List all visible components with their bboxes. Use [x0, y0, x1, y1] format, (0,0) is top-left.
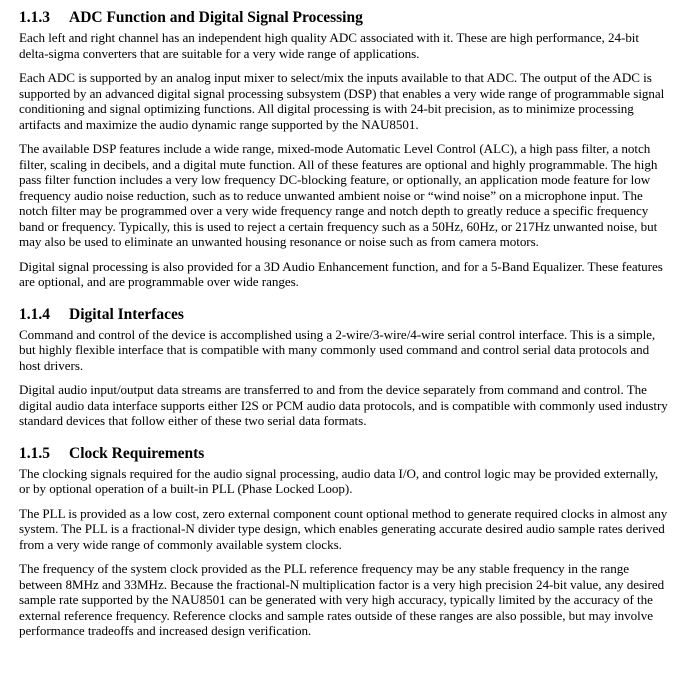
- section-heading: [19, 444, 669, 464]
- paragraph: The available DSP features include a wide range, mixed-mode Automatic Level Control (ALC), a high pass filter, a notch filter, scaling in decibels, and a digital mute function. All of these features are optional and highly programmable. The high pass filter function includes a very low frequency DC-blocking feature, or optionally, an application mode feature for low frequency audio noise reduction, such as to reduce unwanted ambient noise or “wind noise” on a microphone input. The notch filter may be programmed over a very wide frequency range and notch depth to greatly reduce a specific frequency band or frequency. Typically, this is used to reject a certain frequency such as a 50Hz, 60Hz, or 217Hz unwanted noise, but may also be used to eliminate an unwanted housing resonance or noise such as from camera motors.: [19, 141, 658, 249]
- paragraph: The frequency of the system clock provided as the PLL reference frequency may be any stable frequency in the range between 8MHz and 33MHz. Because the fractional-N multiplication factor is a very high precision 24-bit value, any desired sample rate supported by the NAU8501 can be generated with very high accuracy, typically limited by the accuracy of the external reference frequency. Reference clocks and sample rates outside of these ranges are also possible, but may involve performance tradeoffs and increased design verification.: [19, 561, 665, 638]
- section-number: 1.1.3: [19, 9, 50, 26]
- section-title: Clock Requirements: [69, 444, 205, 462]
- section-number: 1.1.4: [19, 305, 50, 323]
- section-clock-requirements: [19, 444, 669, 639]
- paragraph: The clocking signals required for the audio signal processing, audio data I/O, and control logic may be provided externally, or by optional operation of a built-in PLL (Phase Locked Loop).: [19, 465, 659, 496]
- section-adc-function: [19, 8, 669, 290]
- section-heading: [19, 305, 669, 325]
- section-number: 1.1.5: [19, 444, 50, 462]
- paragraph: The PLL is provided as a low cost, zero external component count optional method to generate required clocks in almost any system. The PLL is a fractional-N divider type design, which enables generating accurate desired audio sample rates derived from a very wide range of commonly available system clocks.: [19, 505, 668, 552]
- paragraph: Digital signal processing is also provided for a 3D Audio Enhancement function, and for a 5-Band Equalizer. These features are optional, and are programmable over wide ranges.: [19, 258, 663, 289]
- section-title: Digital Interfaces: [69, 305, 184, 323]
- section-digital-interfaces: [19, 305, 669, 429]
- paragraph: Digital audio input/output data streams are transferred to and from the device separately from command and control. The digital audio data interface supports either I2S or PCM audio data protocols, and is compatible with commonly used industry standard devices that follow either of these two serial data formats.: [19, 382, 668, 428]
- document-page: [19, 8, 669, 648]
- section-heading: [19, 8, 669, 28]
- paragraph: Command and control of the device is accomplished using a 2-wire/3-wire/4-wire serial control interface. This is a simple, but highly flexible interface that is compatible with many commonly used command and control serial data protocols and host drivers.: [19, 326, 656, 373]
- paragraph: Each left and right channel has an independent high quality ADC associated with it. These are high performance, 24-bit delta-sigma converters that are suitable for a very wide range of applications.: [19, 30, 639, 61]
- section-title: ADC Function and Digital Signal Processing: [69, 9, 363, 26]
- paragraph: Each ADC is supported by an analog input mixer to select/mix the inputs available to that ADC. The output of the ADC is supported by an advanced digital signal processing subsystem (DSP) that enables a very wide range of programmable signal conditioning and signal optimizing functions. All digital processing is with 24-bit precision, as to minimize processing artifacts and maximize the audio dynamic range supported by the NAU8501.: [19, 70, 665, 132]
